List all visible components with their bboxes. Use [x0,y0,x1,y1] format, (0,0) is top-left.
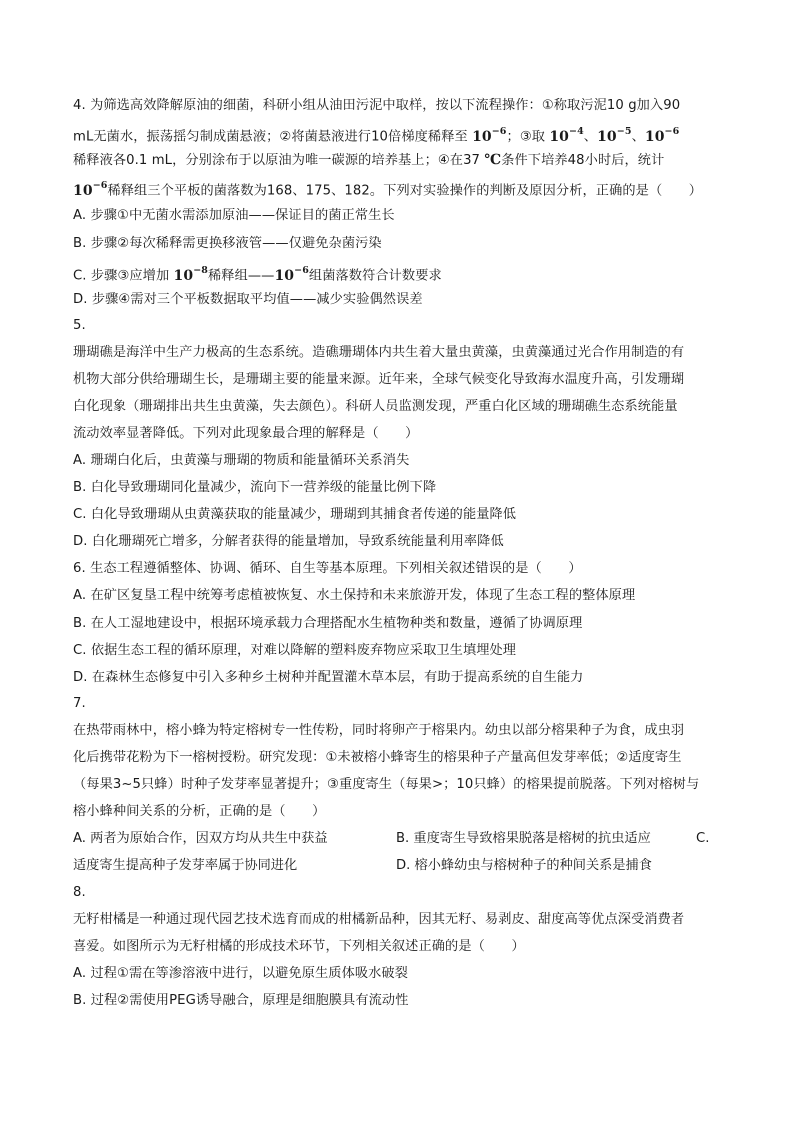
q4-option-d: D. 步骤④需对三个平板数据取平均值——减少实验偶然误差 [73,292,423,307]
q8-option-b: B. 过程②需使用PEG诱导融合，原理是细胞膜具有流动性 [73,993,409,1008]
q7-option-d: D. 榕小蜂幼虫与榕树种子的种间关系是捕食 [396,858,652,873]
q6-option-c: C. 依据生态工程的循环原理，对难以降解的塑料废弃物应采取卫生填埋处理 [73,643,517,658]
q7-option-a: A. 两者为原始合作，因双方均从共生中获益 [73,831,328,846]
q6-stem: 6. 生态工程遵循整体、协调、循环、自生等基本原理。下列相关叙述错误的是（ ） [73,561,582,576]
q7-stem-line-4: 榕小蜂种间关系的分析，正确的是（ ） [73,804,326,819]
math-power: $10^{-6}$ [274,265,309,284]
q5-option-b: B. 白化导致珊瑚同化量减少，流向下一营养级的能量比例下降 [73,480,437,495]
q7-stem-line-2: 化后携带花粉为下一榕树授粉。研究发现：①未被榕小蜂寄生的榕果种子产量高但发芽率低；②适度寄生 [73,750,682,765]
math-power: $10^{-4}$ [549,126,584,145]
q5-stem-line-2: 机物大部分供给珊瑚生长，是珊瑚主要的能量来源。近年来，全球气候变化导致海水温度升高，引发珊瑚 [73,372,685,387]
math-power: $10^{-6}$ [472,126,507,145]
math-power: $10^{-5}$ [597,126,632,145]
degree-celsius: ℃ [484,152,502,168]
q4-option-a: A. 步骤①中无菌水需添加原油——保证目的菌正常生长 [73,208,395,223]
q4-option-b: B. 步骤②每次稀释需更换移液管——仅避免杂菌污染 [73,236,382,251]
q8-number: 8. [73,885,86,900]
math-power: $10^{-8}$ [173,265,209,284]
q6-option-a: A. 在矿区复垦工程中统筹考虑植被恢复、水土保持和未来旅游开发，体现了生态工程的整体原理 [73,588,636,603]
q4-stem-line-1: 4. 为筛选高效降解原油的细菌，科研小组从油田污泥中取样，按以下流程操作：①称取污泥10 g加入90 [73,98,681,113]
q7-stem-line-1: 在热带雨林中，榕小蜂为特定榕树专一性传粉，同时将卵产于榕果内。幼虫以部分榕果种子为食，成虫羽 [73,723,685,738]
q5-number: 5. [73,318,86,333]
q5-stem-line-3: 白化现象（珊瑚排出共生虫黄藻，失去颜色）。科研人员监测发现，严重白化区域的珊瑚礁生态系统能量 [73,399,678,414]
q7-option-c-label: C. [696,831,710,846]
q7-stem-line-3: （每果3~5只蜂）时种子发芽率显著提升；③重度寄生（每果>；10只蜂）的榕果提前脱落。下列对榕树与 [73,777,700,792]
q6-option-d: D. 在森林生态修复中引入多种乡土树种并配置灌木草本层，有助于提高系统的自生能力 [73,670,584,685]
q5-option-a: A. 珊瑚白化后，虫黄藻与珊瑚的物质和能量循环关系消失 [73,453,410,468]
q4-stem-line-2: mL无菌水，振荡摇匀制成菌悬液；②将菌悬液进行10倍梯度稀释至 $10^{-6}$；③取 $10^{-4}$、$10^{-5}$、$10^{-6}$ [73,126,680,145]
q5-option-c: C. 白化导致珊瑚从虫黄藻获取的能量减少，珊瑚到其捕食者传递的能量降低 [73,507,517,522]
math-power: $10^{-6}$ [73,180,108,199]
q4-option-c: C. 步骤③应增加 $10^{-8}$稀释组$——10^{-6}$组菌落数符合计数要求 [73,265,442,284]
q8-stem-line-1: 无籽柑橘是一种通过现代园艺技术选育而成的柑橘新品种，因其无籽、易剥皮、甜度高等优点深受消费者 [73,912,685,927]
q7-option-b: B. 重度寄生导致榕果脱落是榕树的抗虫适应 [396,831,651,846]
q8-option-a: A. 过程①需在等渗溶液中进行，以避免原生质体吸水破裂 [73,966,409,981]
q6-option-b: B. 在人工湿地建设中，根据环境承载力合理搭配水生植物种类和数量，遵循了协调原理 [73,616,583,631]
q7-option-c: 适度寄生提高种子发芽率属于协同进化 [73,858,298,873]
q5-stem-line-1: 珊瑚礁是海洋中生产力极高的生态系统。造礁珊瑚体内共生着大量虫黄藻，虫黄藻通过光合作用制造的有 [73,345,685,360]
q4-stem-line-4: $10^{-6}$稀释组三个平板的菌落数为168、175、182。下列对实验操作的判断及原因分析，正确的是（ ） [73,180,703,199]
q5-option-d: D. 白化珊瑚死亡增多，分解者获得的能量增加，导致系统能量利用率降低 [73,534,504,549]
q4-stem-line-3: 稀释液各0.1 mL，分别涂布于以原油为唯一碳源的培养基上；④在37 ℃条件下培养48小时后，统计 [73,152,665,168]
q7-number: 7. [73,696,86,711]
q8-stem-line-2: 喜爱。如图所示为无籽柑橘的形成技术环节，下列相关叙述正确的是（ ） [73,939,525,954]
math-power: $10^{-6}$ [644,126,680,145]
q5-stem-line-4: 流动效率显著降低。下列对此现象最合理的解释是（ ） [73,426,419,441]
